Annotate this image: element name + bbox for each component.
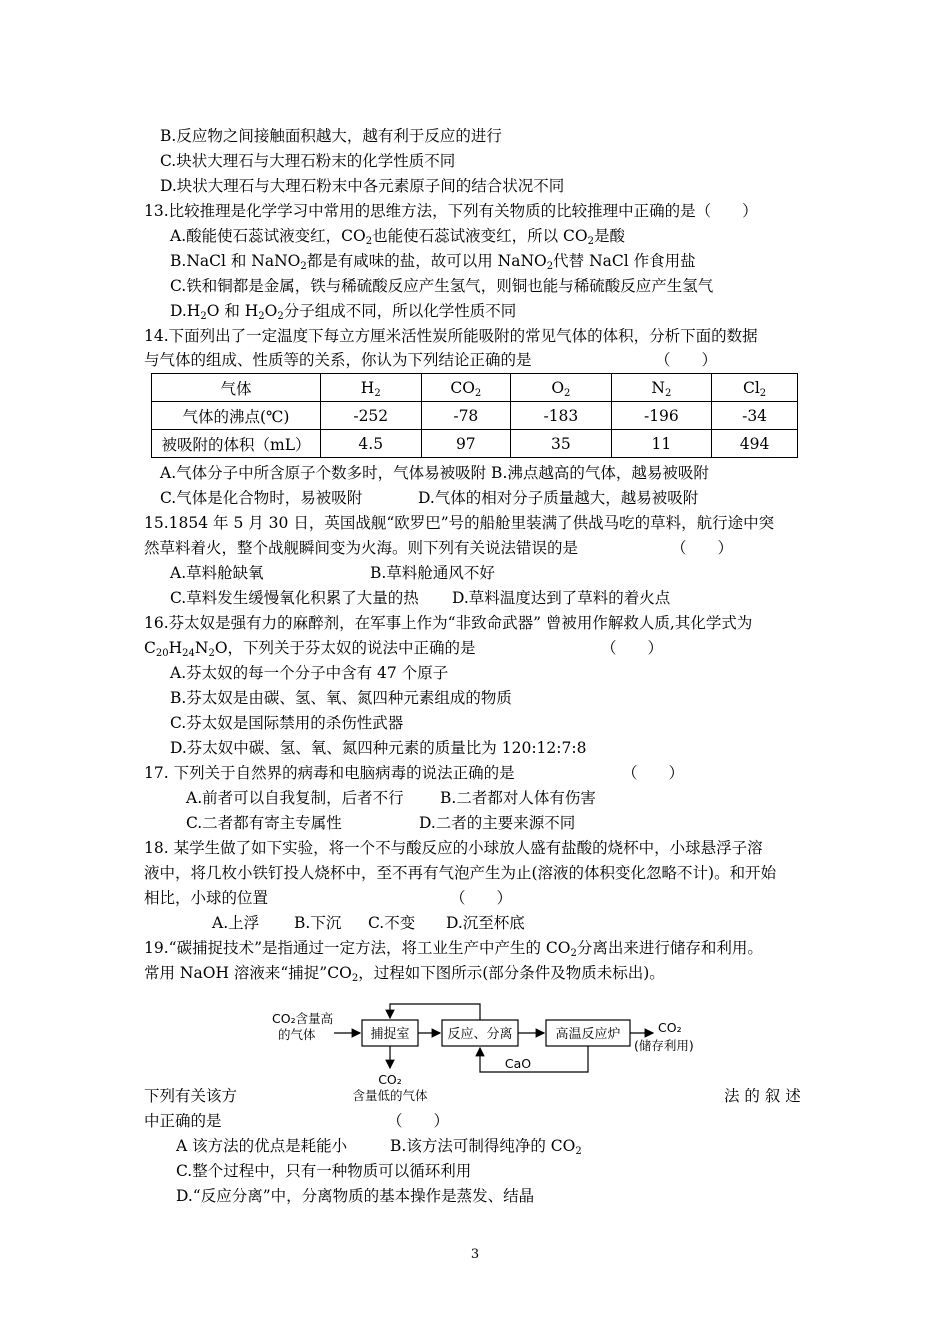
q15-stem-line2: 然草料着火，整个战舰瞬间变为火海。则下列有关说法错误的是 [144,539,579,557]
q14-stem-line2: 与气体的组成、性质等的关系，你认为下列结论正确的是 [144,351,532,369]
table-cell: 35 [511,430,612,458]
q15-option-c: C.草料发生缓慢氧化积累了大量的热 [170,589,419,607]
q19-stem-line3-right: 法 的 叙 述 [724,1087,801,1105]
q14-answer-paren: （ ） [655,351,718,369]
q17-option-b: B.二者都对人体有伤害 [440,789,596,807]
q19-option-c: C.整个过程中，只有一种物质可以循环利用 [176,1162,472,1180]
diagram-output-label: (储存利用) [634,1038,694,1053]
q19-option-a: A 该方法的优点是耗能小 [176,1137,348,1155]
table-cell: -252 [321,402,422,430]
table-cell: 494 [712,430,798,458]
table-row-label: 被吸附的体积（mL） [152,430,321,458]
table-header-row [152,374,798,402]
cao-recycle-arrow [480,1046,588,1072]
q18-option-d: D.沉至杯底 [446,914,525,932]
q19-stem-line3-left: 下列有关该方 [144,1087,238,1105]
q14-stem-line1: 14.下面列出了一定温度下每立方厘米活性炭所能吸附的常见气体的体积，分析下面的数据 [144,327,758,345]
q18-stem-line2: 液中，将几枚小铁钉投人烧杯中，至不再有气泡产生为止(溶液的体积变化忽略不计)。和开始 [144,864,777,882]
table-cell: 4.5 [321,430,422,458]
q15-answer-paren: （ ） [671,539,734,557]
q15-stem-line1: 15.1854 年 5 月 30 日，英国战舰“欧罗巴”号的船舱里装满了供战马吃的草料，航行途中突 [144,514,775,532]
q14-option-c: C.气体是化合物时，易被吸附 [160,489,363,507]
table-cell: -196 [611,402,712,430]
table-cell: -78 [421,402,511,430]
diagram-input-label: 的气体 [278,1027,316,1042]
q17-option-c: C.二者都有寄主专属性 [186,814,342,832]
q17-option-a: A.前者可以自我复制，后者不行 [186,789,404,807]
table-row [152,402,798,430]
table-cell: -183 [511,402,612,430]
q15-option-a: A.草料舱缺氧 [170,564,264,582]
q16-option-d: D.芬太奴中碳、氢、氧、氮四种元素的质量比为 120:12:7:8 [170,739,587,757]
q16-answer-paren: （ ） [601,639,664,657]
table-cell: 11 [611,430,712,458]
q12-option-d: D.块状大理石与大理石粉末中各元素原子间的结合状况不同 [160,177,565,195]
q12-option-c: C.块状大理石与大理石粉末的化学性质不同 [160,152,456,170]
q18-option-c: C.不变 [368,914,416,932]
q17-option-d: D.二者的主要来源不同 [419,814,576,832]
q19-stem-line2: 常用 NaOH 溶液来“捕捉$”CO_2$，过程如下图所示(部分条件及物质未标出)。 [144,964,665,984]
q19-answer-paren: （ ） [387,1112,450,1130]
diagram-box-label: 反应、分离 [447,1027,513,1042]
gas-adsorption-table [151,373,798,458]
q18-answer-paren: （ ） [450,889,513,907]
q16-option-a: A.芬太奴的每一个分子中含有 47 个原子 [170,664,449,682]
q18-option-a: A.上浮 [212,914,260,932]
table-cell: -34 [712,402,798,430]
q18-stem-line3: 相比，小球的位置 [144,889,269,907]
q18-option-b: B.下沉 [294,914,342,932]
page-number: 3 [470,1247,480,1262]
q16-stem-line1: 16.芬太奴是强有力的麻醉剂，在军事上作为“非致命武器” 曾被用作解救人质,其化学式为 [144,614,753,632]
q16-option-c: C.芬太奴是国际禁用的杀伤性武器 [170,714,404,732]
q15-option-d: D.草料温度达到了草料的着火点 [452,589,671,607]
table-row [152,430,798,458]
feedback-loop-arrow [390,1004,480,1020]
q14-options-ab: A.气体分子中所含原子个数多时，气体易被吸附 B.沸点越高的气体，越易被吸附 [160,464,709,482]
q19-stem-line1: 19.“碳捕捉技术”是指通过一定方法，将工业生产中产生的 $CO_2$分离出来进行储存和利用。 [144,939,763,959]
q14-option-d: D.气体的相对分子质量越大，越易被吸附 [418,489,699,507]
q16-stem-line2: $C_{20}H_{24}N_2O$，下列关于芬太奴的说法中正确的是 [144,639,476,659]
q19-stem-line4: 中正确的是 [144,1112,222,1130]
q13-stem: 13.比较推理是化学学习中常用的思维方法，下列有关物质的比较推理中正确的是（ ） [144,202,758,220]
diagram-box-label: 捕捉室 [370,1027,410,1042]
table-header-label: 气体 [152,374,321,402]
q13-option-b: B.NaCl 和 NaNO$_2$都是有咸味的盐，故可以用 NaNO$_2$代替 NaCl 作食用盐 [170,252,696,272]
table-header-gas: $H_2$ [321,374,422,402]
q16-option-b: B.芬太奴是由碳、氢、氧、氮四种元素组成的物质 [170,689,512,707]
table-cell: 97 [421,430,511,458]
diagram-box-label: 高温反应炉 [555,1027,621,1042]
table-header-gas: $Cl_2$ [712,374,798,402]
table-header-gas: $N_2$ [611,374,712,402]
q12-option-b: B.反应物之间接触面积越大，越有利于反应的进行 [160,127,502,145]
q15-option-b: B.草料舱通风不好 [370,564,495,582]
q19-option-d: D.“反应分离”中，分离物质的基本操作是蒸发、结晶 [176,1187,535,1205]
q18-stem-line1: 18. 某学生做了如下实验，将一个不与酸反应的小球放人盛有盐酸的烧杯中，小球悬浮子溶 [144,839,763,857]
table-header-gas: $O_2$ [511,374,612,402]
q17-stem: 17. 下列关于自然界的病毒和电脑病毒的说法正确的是 [144,764,515,782]
diagram-bottom-label: CO₂ [378,1072,402,1087]
q13-option-d: $D.H_2O$ 和 $H_2O_2$分子组成不同，所以化学性质不同 [170,302,517,322]
table-header-gas: $CO_2$ [421,374,511,402]
diagram-input-label: CO₂含量高 [272,1011,334,1026]
diagram-output-label: CO₂ [658,1020,682,1035]
carbon-capture-flow-diagram [260,996,720,1106]
diagram-bottom-label: 含量低的气体 [352,1088,428,1103]
q17-answer-paren: （ ） [622,764,685,782]
diagram-recycle-label: CaO [504,1056,532,1071]
table-row-label: 气体的沸点(℃) [152,402,321,430]
q13-option-a: A.酸能使石蕊试液变红，$CO_2$也能使石蕊试液变红，所以 $CO_2$是酸 [170,227,625,247]
q13-option-c: C.铁和铜都是金属，铁与稀硫酸反应产生氢气，则铜也能与稀硫酸反应产生氢气 [170,277,714,295]
q19-option-b: B.该方法可制得纯净的 $CO_2$ [390,1137,582,1157]
